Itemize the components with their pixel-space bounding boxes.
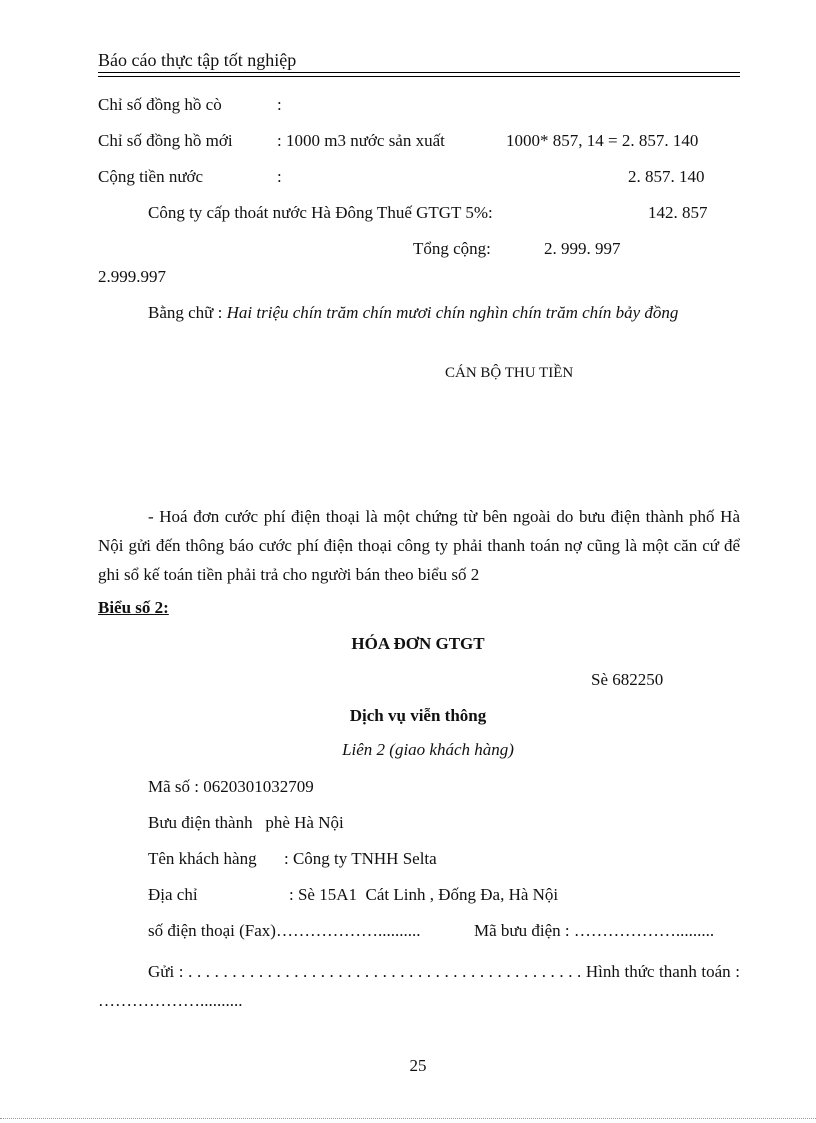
address-value: : Sè 15A1 Cát Linh , Đống Đa, Hà Nội [289,885,559,904]
grand-total-value: 2. 999. 997 [544,239,621,258]
invoice-number: Sè 682250 [591,670,664,689]
header-rule-top [98,72,740,73]
form-heading: Biểu số 2: [98,598,169,617]
post-office: Bưu điện thành phè Hà Nội [148,813,344,832]
amount-in-words [98,298,740,327]
page-number: 25 [409,1056,427,1075]
old-meter-label: Chỉ số đồng hồ cò [98,95,222,114]
copy-label: Liên 2 (giao khách hàng) [342,740,514,759]
in-words-label: Bằng chữ [148,303,214,322]
body-paragraph: - Hoá đơn cước phí điện thoại là một chứng từ bên ngoài do bưu điện thành phố Hà Nội gửi đến thông báo cước phí điện thoại công ty phải thanh toán nợ cũng là một căn cứ để ghi sổ kế toán tiền phải trả cho người bán theo biểu số 2 [98,507,740,584]
invoice-title: HÓA ĐƠN GTGT [351,634,485,653]
service-title: Dịch vụ viễn thông [349,706,487,725]
vat-label: Công ty cấp thoát nước Hà Đông Thuế GTGT 5%: [148,203,493,222]
grand-total-plain: 2.999.997 [98,267,166,286]
vat-value: 142. 857 [648,203,708,222]
phone-field: số điện thoại (Fax)……………….......... [148,921,421,940]
new-meter-desc: : 1000 m3 nước sản xuất [277,131,445,150]
cashier-signature-label: CÁN BỘ THU TIỀN [445,365,574,381]
water-total-label: Cộng tiền nước [98,167,204,186]
water-total-colon: : [277,167,282,186]
postal-code-field: Mã bưu điện : ………………......... [474,921,715,940]
page-bottom-border [0,1118,816,1119]
customer-label: Tên khách hàng [148,849,257,868]
new-meter-label: Chỉ số đồng hồ mới [98,131,233,150]
grand-total-label: Tổng cộng: [413,239,491,258]
in-words-value: Hai triệu chín trăm chín mươi chín nghìn chín trăm chín bảy đồng [226,303,679,322]
header-rule-bottom [98,76,740,77]
in-words-separator: : [213,303,227,322]
send-and-payment-line: Gửi : . . . . . . . . . . . . . . . . . . . . . . . . . . . . . . . . . . . . . . . . . . . . . Hình thức thanh toán : ……………….......... [98,962,740,1010]
page-header-title: Báo cáo thực tập tốt nghiệp [98,50,297,70]
address-label: Địa chỉ [148,885,198,904]
water-total-value: 2. 857. 140 [628,167,705,186]
tax-code: Mã số : 0620301032709 [148,777,314,796]
new-meter-calc: 1000* 857, 14 = 2. 857. 140 [506,131,699,150]
old-meter-colon: : [277,95,282,114]
customer-value: : Công ty TNHH Selta [284,849,437,868]
